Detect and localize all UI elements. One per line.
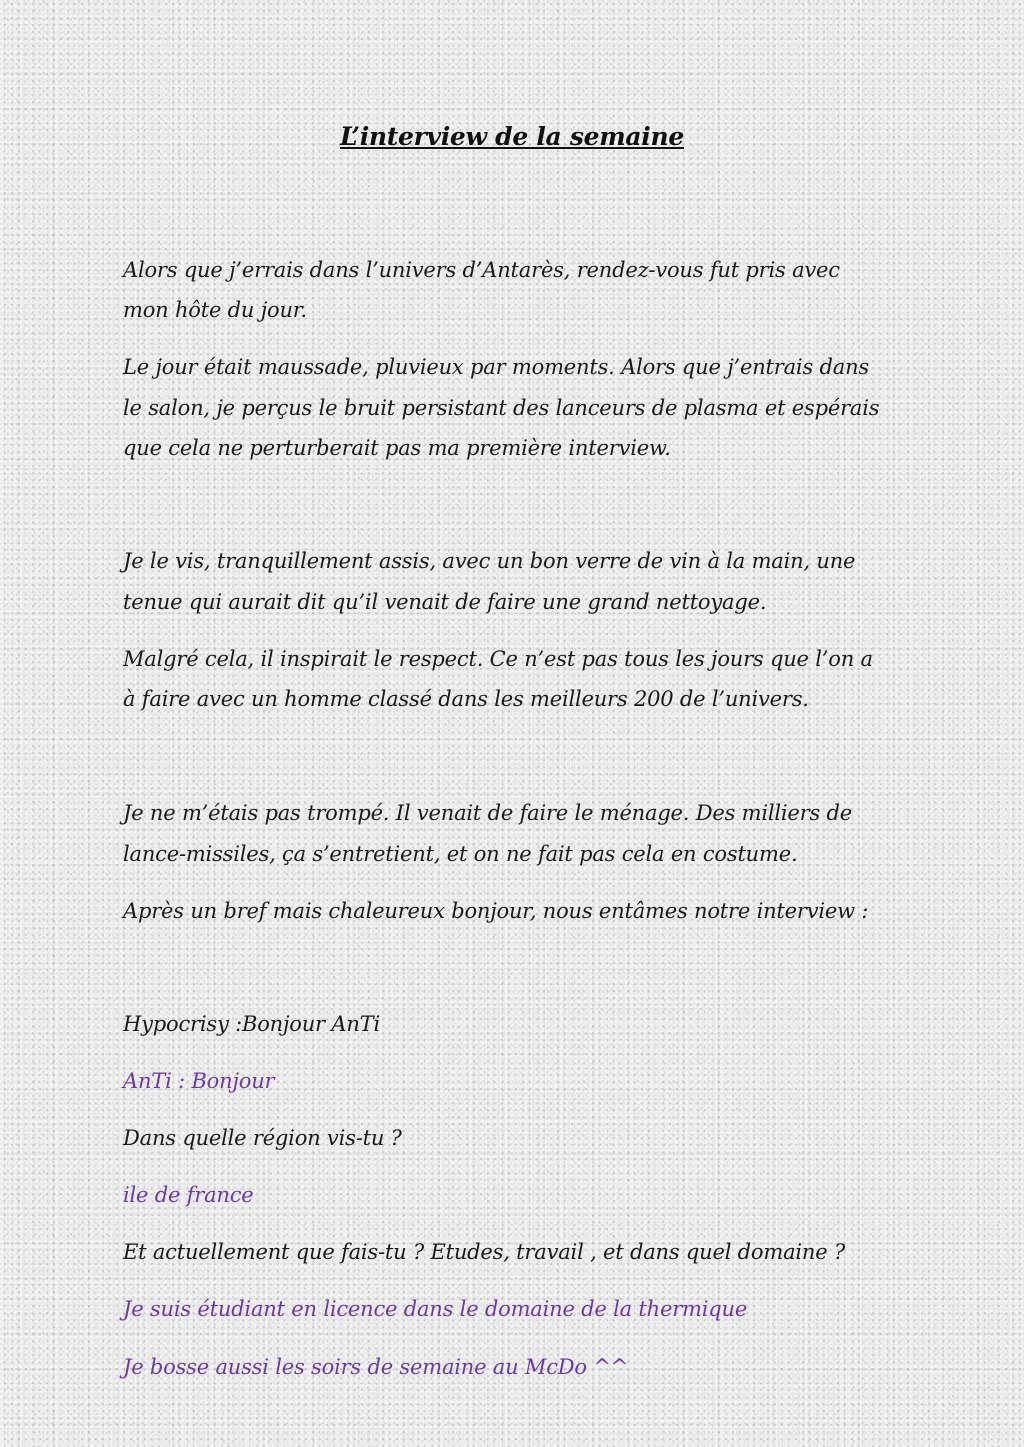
paragraph-5-line-1: Je ne m’étais pas trompé. Il venait de faire le ménage. Des milliers de [123,801,853,825]
dialogue-question: Dans quelle région vis-tu ? [123,1126,402,1150]
dialogue-question: Et actuellement que fais-tu ? Etudes, travail , et dans quel domaine ? [123,1240,846,1264]
paragraph-4-line-1: Malgré cela, il inspirait le respect. Ce n’est pas tous les jours que l’on a [123,647,873,671]
paragraph-5-line-2: lance-missiles, ça s’entretient, et on ne fait pas cela en costume. [123,842,798,866]
paragraph-3-line-1: Je le vis, tranquillement assis, avec un bon verre de vin à la main, une [123,549,856,573]
dialogue-answer: ile de france [123,1183,254,1207]
paragraph-1-line-1: Alors que j’errais dans l’univers d’Antarès, rendez-vous fut pris avec [123,258,840,282]
document-title: L’interview de la semaine [340,122,684,151]
dialogue-answer: Je suis étudiant en licence dans le domaine de la thermique [123,1297,748,1321]
dialogue-answer: Je bosse aussi les soirs de semaine au McDo ^^ [123,1355,629,1379]
dialogue-question: Hypocrisy :Bonjour AnTi [123,1012,380,1036]
paragraph-2-line-2: le salon, je perçus le bruit persistant des lanceurs de plasma et espérais [123,396,880,420]
paragraph-6-line-1: Après un bref mais chaleureux bonjour, nous entâmes notre interview : [123,899,869,923]
paragraph-3-line-2: tenue qui aurait dit qu’il venait de faire une grand nettoyage. [123,590,767,614]
paragraph-2-line-1: Le jour était maussade, pluvieux par moments. Alors que j’entrais dans [123,355,869,379]
paragraph-1-line-2: mon hôte du jour. [123,298,307,322]
paragraph-4-line-2: à faire avec un homme classé dans les meilleurs 200 de l’univers. [123,687,809,711]
dialogue-answer: AnTi : Bonjour [123,1069,275,1093]
paragraph-2-line-3: que cela ne perturberait pas ma première interview. [123,436,671,460]
